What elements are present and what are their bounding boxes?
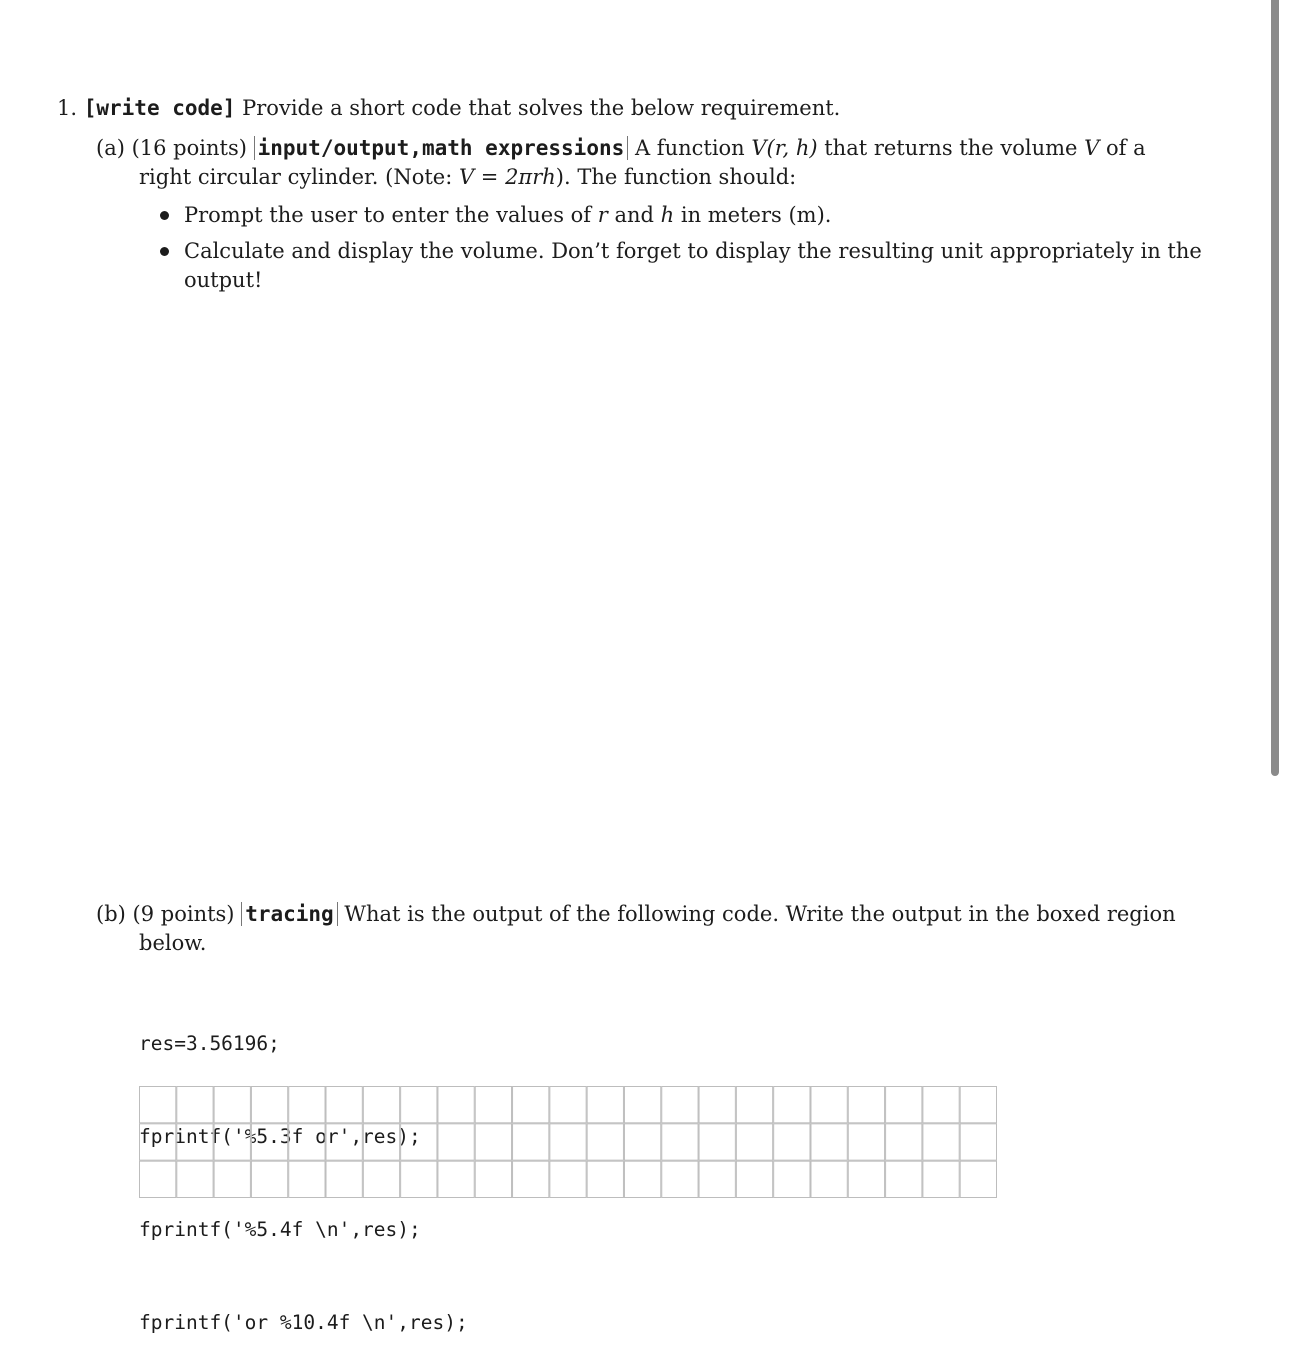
bullet-2-line-2: output! <box>184 268 263 292</box>
grid-cell[interactable] <box>475 1087 511 1123</box>
bullet-1 <box>184 202 831 228</box>
grid-cell[interactable] <box>438 1087 474 1123</box>
grid-cell[interactable] <box>326 1124 362 1160</box>
grid-cell[interactable] <box>438 1161 474 1197</box>
grid-cell[interactable] <box>326 1161 362 1197</box>
part-a-line-2 <box>139 164 796 190</box>
code-line: res=3.56196; <box>139 1032 280 1055</box>
code-line: fprintf('%5.3f or',res); <box>139 1125 421 1148</box>
part-a-points: (16 points) <box>131 136 247 160</box>
grid-cell[interactable] <box>662 1087 698 1123</box>
grid-cell[interactable] <box>923 1161 959 1197</box>
grid-cell[interactable] <box>214 1087 250 1123</box>
grid-cell[interactable] <box>289 1161 325 1197</box>
bullet-dot-icon <box>160 211 169 220</box>
part-a-text-1c: of a <box>1099 136 1146 160</box>
grid-cell[interactable] <box>251 1161 287 1197</box>
grid-cell[interactable] <box>513 1161 549 1197</box>
grid-cell[interactable] <box>662 1161 698 1197</box>
part-a-var-v: V <box>1084 136 1100 160</box>
grid-cell[interactable] <box>960 1087 996 1123</box>
part-a-func-name: V(r, h) <box>751 136 818 160</box>
part-b-line-1 <box>96 901 1176 927</box>
grid-cell[interactable] <box>550 1087 586 1123</box>
grid-cell[interactable] <box>401 1124 437 1160</box>
part-b-tag: tracing <box>241 902 338 926</box>
grid-cell[interactable] <box>401 1161 437 1197</box>
grid-cell[interactable] <box>214 1161 250 1197</box>
grid-cell[interactable] <box>624 1124 660 1160</box>
grid-cell[interactable] <box>550 1124 586 1160</box>
part-a-line-1 <box>96 135 1146 161</box>
part-a-text-2a: right circular cylinder. (Note: <box>139 165 459 189</box>
grid-cell[interactable] <box>774 1161 810 1197</box>
grid-cell[interactable] <box>662 1124 698 1160</box>
grid-cell[interactable] <box>140 1124 176 1160</box>
grid-cell[interactable] <box>401 1087 437 1123</box>
grid-cell[interactable] <box>363 1161 399 1197</box>
grid-cell[interactable] <box>587 1087 623 1123</box>
bullet-1-var-r: r <box>597 203 608 227</box>
grid-cell[interactable] <box>289 1124 325 1160</box>
part-a-text-1b: that returns the volume <box>817 136 1085 160</box>
question-1-header <box>57 95 840 121</box>
grid-cell[interactable] <box>923 1087 959 1123</box>
grid-cell[interactable] <box>140 1161 176 1197</box>
grid-cell[interactable] <box>251 1124 287 1160</box>
question-text: Provide a short code that solves the below requirement. <box>242 96 841 120</box>
grid-cell[interactable] <box>475 1124 511 1160</box>
part-b-label: (b) <box>96 902 126 926</box>
bullet-1-text-a: Prompt the user to enter the values of <box>184 203 598 227</box>
scrollbar[interactable] <box>1271 0 1279 776</box>
grid-cell[interactable] <box>811 1124 847 1160</box>
question-tag: [write code] <box>83 96 236 120</box>
bullet-1-text-b: and <box>607 203 661 227</box>
grid-cell[interactable] <box>736 1087 772 1123</box>
grid-cell[interactable] <box>624 1087 660 1123</box>
grid-cell[interactable] <box>848 1087 884 1123</box>
part-b-line-2: below. <box>139 931 207 955</box>
grid-cell[interactable] <box>848 1161 884 1197</box>
grid-cell[interactable] <box>699 1161 735 1197</box>
grid-cell[interactable] <box>251 1087 287 1123</box>
grid-cell[interactable] <box>699 1124 735 1160</box>
grid-cell[interactable] <box>438 1124 474 1160</box>
part-a-formula: V = 2πrh <box>458 165 556 189</box>
part-a-text-2b: ). The function should: <box>555 165 797 189</box>
grid-cell[interactable] <box>923 1124 959 1160</box>
grid-cell[interactable] <box>587 1161 623 1197</box>
grid-cell[interactable] <box>177 1124 213 1160</box>
grid-cell[interactable] <box>624 1161 660 1197</box>
question-number: 1. <box>57 96 78 120</box>
code-line: fprintf('or %10.4f \n',res); <box>139 1311 468 1334</box>
part-b-text-1: What is the output of the following code. Write the output in the boxed region <box>344 902 1176 926</box>
grid-cell[interactable] <box>363 1124 399 1160</box>
answer-grid[interactable] <box>139 1086 997 1198</box>
grid-cell[interactable] <box>699 1087 735 1123</box>
grid-cell[interactable] <box>811 1161 847 1197</box>
grid-cell[interactable] <box>363 1087 399 1123</box>
grid-cell[interactable] <box>774 1124 810 1160</box>
part-b-points: (9 points) <box>132 902 235 926</box>
grid-cell[interactable] <box>886 1087 922 1123</box>
part-a-label: (a) <box>96 136 125 160</box>
grid-cell[interactable] <box>886 1124 922 1160</box>
grid-cell[interactable] <box>811 1087 847 1123</box>
grid-cell[interactable] <box>475 1161 511 1197</box>
grid-cell[interactable] <box>736 1161 772 1197</box>
grid-cell[interactable] <box>774 1087 810 1123</box>
grid-cell[interactable] <box>140 1087 176 1123</box>
grid-cell[interactable] <box>960 1124 996 1160</box>
part-a-tag: input/output,math expressions <box>254 136 629 160</box>
grid-cell[interactable] <box>960 1161 996 1197</box>
grid-cell[interactable] <box>177 1161 213 1197</box>
grid-cell[interactable] <box>736 1124 772 1160</box>
grid-cell[interactable] <box>289 1087 325 1123</box>
bullet-2-line-1: Calculate and display the volume. Don’t forget to display the resulting unit appropriately in the <box>184 239 1202 263</box>
bullet-1-var-h: h <box>660 203 675 227</box>
bullet-dot-icon <box>160 247 169 256</box>
grid-cell[interactable] <box>550 1161 586 1197</box>
grid-cell[interactable] <box>214 1124 250 1160</box>
grid-cell[interactable] <box>513 1087 549 1123</box>
grid-cell[interactable] <box>587 1124 623 1160</box>
grid-cell[interactable] <box>886 1161 922 1197</box>
code-line: fprintf('%5.4f \n',res); <box>139 1218 421 1241</box>
grid-cell[interactable] <box>848 1124 884 1160</box>
grid-cell[interactable] <box>177 1087 213 1123</box>
grid-cell[interactable] <box>513 1124 549 1160</box>
bullet-1-text-c: in meters (m). <box>674 203 832 227</box>
part-a-text-1a: A function <box>634 136 752 160</box>
grid-cell[interactable] <box>326 1087 362 1123</box>
